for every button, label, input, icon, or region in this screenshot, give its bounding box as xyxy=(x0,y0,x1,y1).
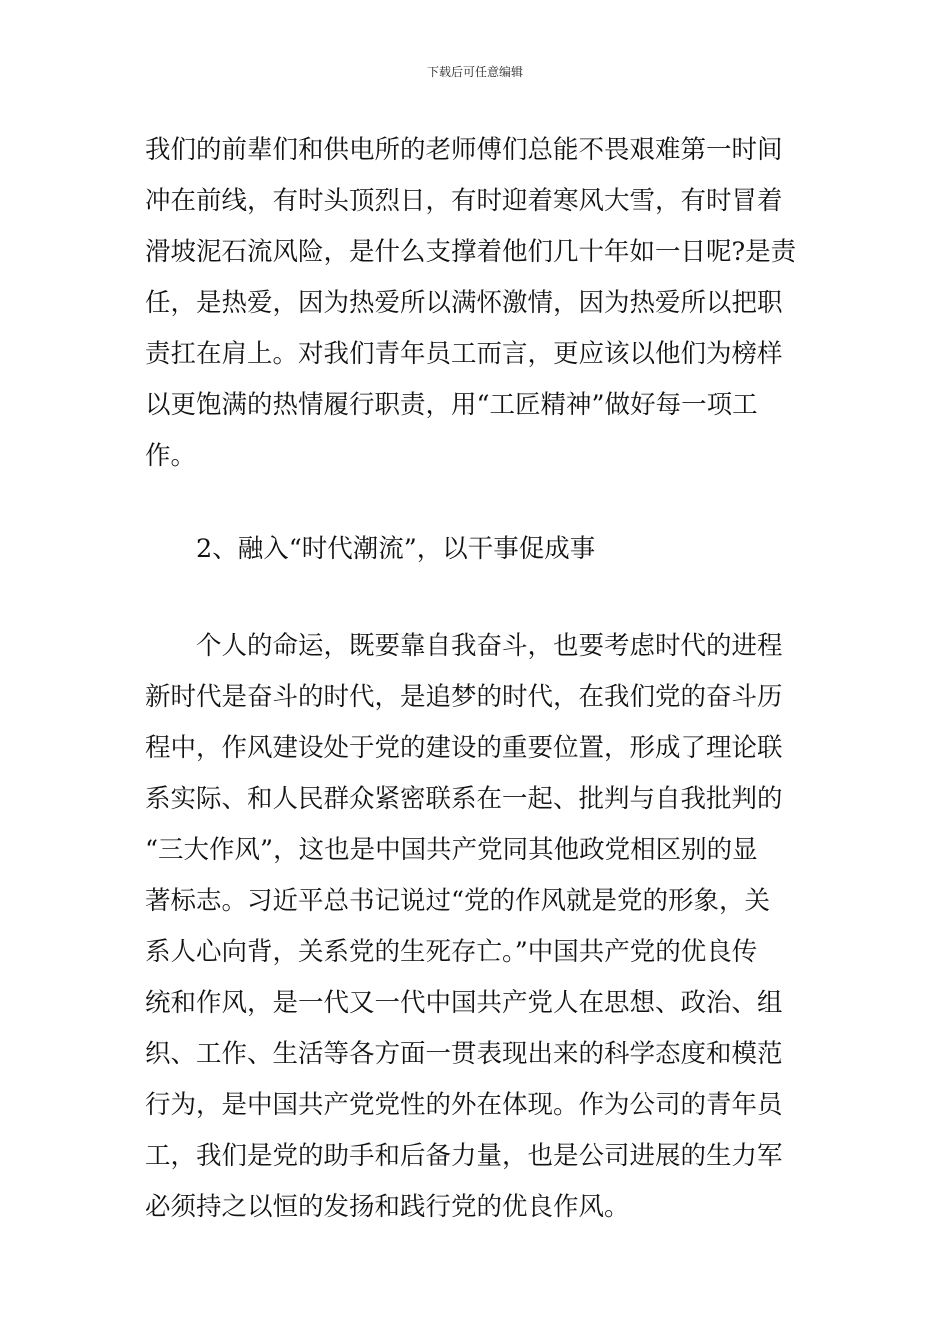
page-header: 下载后可任意编辑 xyxy=(426,65,523,79)
text-line: 滑坡泥石流风险，是什么支撑着他们几十年如一日呢?是责 xyxy=(145,237,797,267)
text-line: 程中，作风建设处于党的建设的重要位置，形成了理论联 xyxy=(145,733,783,763)
section-heading: 2、融入“时代潮流”，以干事促成事 xyxy=(196,534,596,564)
section-heading-block xyxy=(145,524,815,575)
text-line: “三大作风”，这也是中国共产党同其他政党相区别的显 xyxy=(145,835,758,865)
text-line: 任，是热爱，因为热爱所以满怀激情，因为热爱所以把职 xyxy=(145,288,783,318)
text-line: 著标志。习近平总书记说过“党的作风就是党的形象，关 xyxy=(145,886,771,916)
text-line: 必须持之以恒的发扬和践行党的优良作风。 xyxy=(145,1192,630,1222)
text-line: 系实际、和人民群众紧密联系在一起、批判与自我批判的 xyxy=(145,784,783,814)
paragraph-2 xyxy=(145,621,815,1233)
text-line: 作。 xyxy=(145,441,197,471)
text-line: 以更饱满的热情履行职责，用“工匠精神”做好每一项工 xyxy=(145,390,758,420)
text-line: 责扛在肩上。对我们青年员工而言，更应该以他们为榜样 xyxy=(145,339,783,369)
text-line: 个人的命运，既要靠自我奋斗，也要考虑时代的进程 xyxy=(196,631,783,661)
text-line: 行为，是中国共产党党性的外在体现。作为公司的青年员 xyxy=(145,1090,783,1120)
text-line: 系人心向背，关系党的生死存亡。”中国共产党的优良传 xyxy=(145,937,758,967)
text-line: 织、工作、生活等各方面一贯表现出来的科学态度和模范 xyxy=(145,1039,783,1069)
paragraph-1 xyxy=(145,125,815,482)
text-line: 新时代是奋斗的时代，是追梦的时代，在我们党的奋斗历 xyxy=(145,682,783,712)
text-line: 工，我们是党的助手和后备力量，也是公司进展的生力军 xyxy=(145,1141,783,1171)
text-line: 统和作风，是一代又一代中国共产党人在思想、政治、组 xyxy=(145,988,783,1018)
text-line: 冲在前线，有时头顶烈日，有时迎着寒风大雪，有时冒着 xyxy=(145,186,783,216)
text-line: 我们的前辈们和供电所的老师傅们总能不畏艰难第一时间 xyxy=(145,135,783,165)
